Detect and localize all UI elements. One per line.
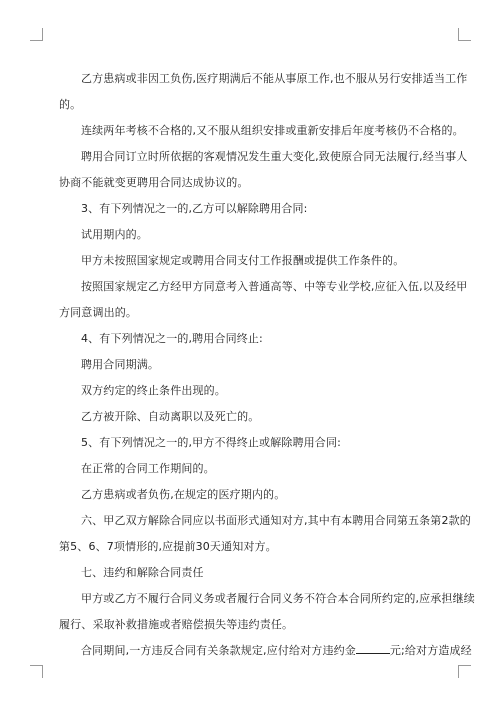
crop-mark-bottom-right [458,665,471,678]
text-fragment: 元;给对方造成经 [389,644,472,657]
text-line: 连续两年考核不合格的,又不服从组织安排或重新安排后年度考核仍不合格的。 [81,124,464,137]
crop-mark-bottom-left [30,665,43,678]
paragraph [59,352,445,378]
paragraph [59,144,468,196]
paragraph [59,118,464,144]
text-line: 乙方患病或者负伤,在规定的医疗期内的。 [81,488,286,501]
text-line: 履行、采取补救措施或者赔偿损失等违约责任。 [59,618,294,631]
text-line [59,638,472,664]
text-fragment: 合同期间,一方违反合同有关条款规定,应付给对方违约金 [81,644,356,657]
text-line: 试用期内的。 [81,228,148,241]
crop-mark-top-right [458,28,471,41]
text-line: 甲方或乙方不履行合同义务或者履行合同义务不符合本合同所约定的,应承担继续 [81,592,475,605]
section-heading [59,430,445,456]
text-line: 按照国家规定乙方经甲方同意考入普通高等、中等专业学校,应征入伍,以及经甲 [81,280,468,293]
section-heading [59,560,445,586]
paragraph [59,222,445,248]
paragraph [59,508,471,560]
text-line: 在正常的合同工作期间的。 [81,462,215,475]
text-line: 乙方被开除、自动离职以及死亡的。 [81,410,260,423]
text-line: 聘用合同期满。 [81,358,160,371]
paragraph [59,66,468,118]
blank-amount-field [356,642,390,654]
section-heading [59,196,445,222]
text-line: 七、违约和解除合同责任 [81,566,204,579]
text-line: 第5、6、7项情形的,应提前30天通知对方。 [59,540,277,553]
paragraph [59,482,445,508]
text-line: 双方约定的终止条件出现的。 [81,384,226,397]
text-line: 的。 [59,98,82,111]
text-line: 4、有下列情况之一的,聘用合同终止: [81,332,263,345]
text-line: 甲方未按照国家规定或聘用合同支付工作报酬或提供工作条件的。 [81,254,405,267]
text-line: 5、有下列情况之一的,甲方不得终止或解除聘用合同: [81,436,341,449]
crop-mark-top-left [30,28,43,41]
paragraph [59,456,445,482]
text-line: 方同意调出的。 [59,306,138,319]
text-line: 3、有下列情况之一的,乙方可以解除聘用合同: [81,202,308,215]
text-line: 协商不能就变更聘用合同达成协议的。 [59,176,249,189]
paragraph [59,404,445,430]
paragraph [59,378,445,404]
section-heading [59,326,445,352]
document-body [59,66,475,664]
text-line: 六、甲乙双方解除合同应以书面形式通知对方,其中有本聘用合同第五条第2款的 [81,514,471,527]
text-line: 乙方患病或非因工负伤,医疗期满后不能从事原工作,也不服从另行安排适当工作 [81,72,468,85]
text-line: 聘用合同订立时所依据的客观情况发生重大变化,致使原合同无法履行,经当事人 [81,150,468,163]
paragraph [59,274,468,326]
paragraph [59,586,475,638]
paragraph [59,248,445,274]
paragraph [59,638,472,664]
